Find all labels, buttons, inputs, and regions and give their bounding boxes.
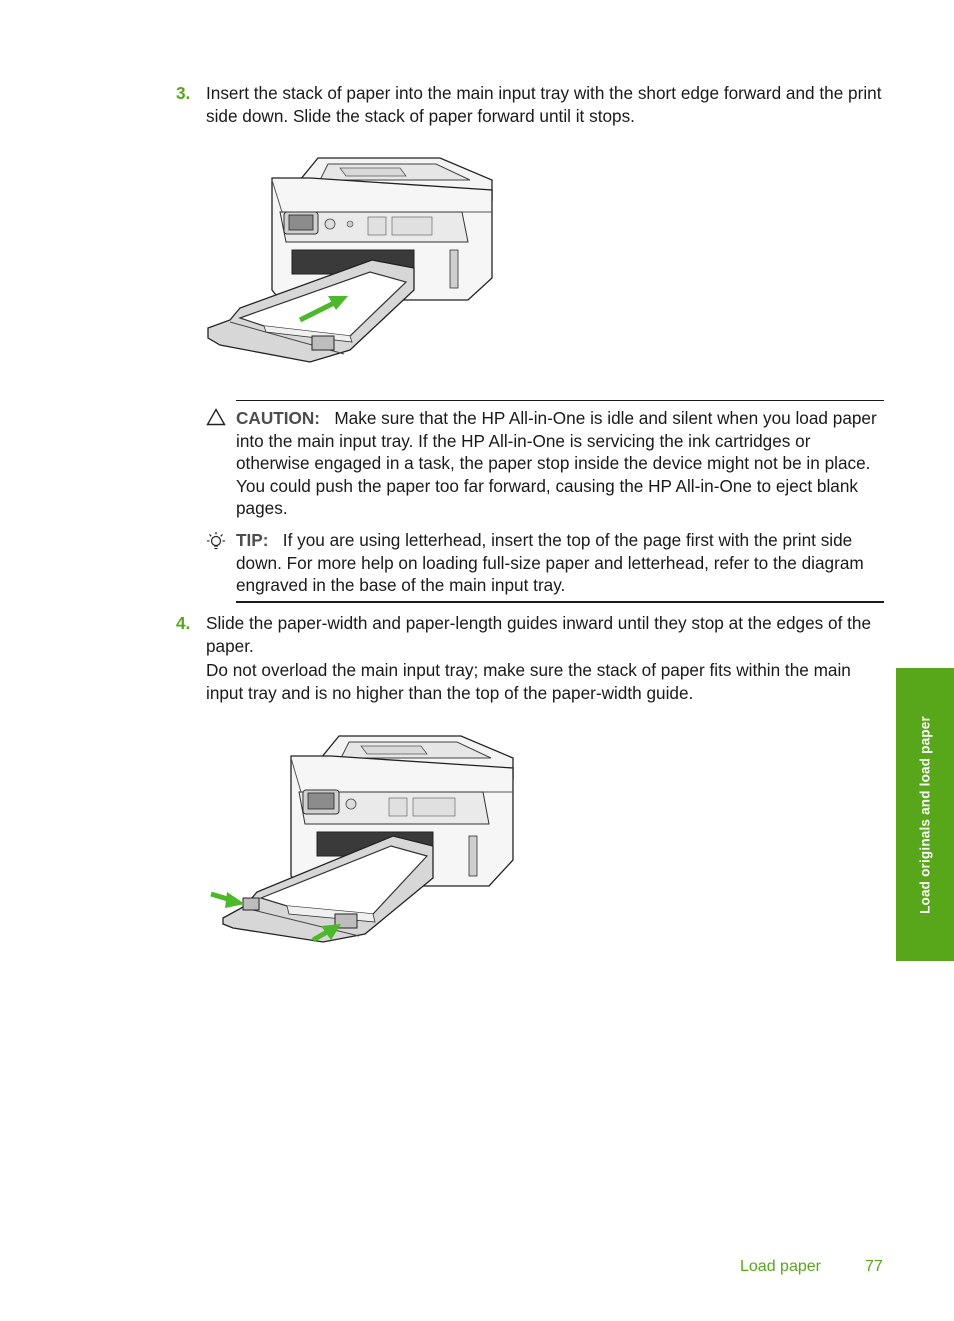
caution-label: CAUTION: [236, 408, 321, 428]
chapter-side-tab [896, 668, 954, 961]
footer-section-title: Load paper [740, 1258, 821, 1275]
tip-label: TIP: [236, 530, 269, 550]
caution-paragraph [236, 407, 886, 520]
caution-triangle-icon [206, 408, 226, 426]
printer-adjust-guides-illustration [205, 728, 520, 948]
step-4-note: Do not overload the main input tray; make sure the stack of paper fits within the main input tray and is no higher than the top of the paper-width guide. [206, 660, 851, 703]
caution-text: Make sure that the HP All-in-One is idle and silent when you load paper into the main input tray. If the HP All-in-One is servicing the ink cartridges or otherwise engaged in a task, the paper stop inside the device might not be in place. You could push the paper too far forward, causing the HP All-in-One to eject blank pages. [236, 408, 877, 519]
footer-page-number: 77 [865, 1258, 883, 1275]
tip-lightbulb-icon [205, 531, 227, 553]
step-4-number: 4. [176, 613, 191, 633]
tip-paragraph [236, 529, 886, 597]
step-4-text: Slide the paper-width and paper-length guides inward until they stop at the edges of the paper. [206, 613, 872, 656]
printer-insert-paper-illustration [200, 150, 500, 370]
notes-top-rule [236, 400, 884, 401]
notes-bottom-rule [236, 601, 884, 603]
step-3-text: Insert the stack of paper into the main input tray with the short edge forward and the print side down. Slide the stack of paper forward until it stops. [206, 83, 882, 126]
tip-text: If you are using letterhead, insert the top of the page first with the print side down. For more help on loading full-size paper and letterhead, refer to the diagram engraved in the base of the main input tray. [236, 530, 864, 596]
step-3-number: 3. [176, 83, 191, 103]
chapter-side-tab-label: Load originals and load paper [917, 715, 933, 914]
